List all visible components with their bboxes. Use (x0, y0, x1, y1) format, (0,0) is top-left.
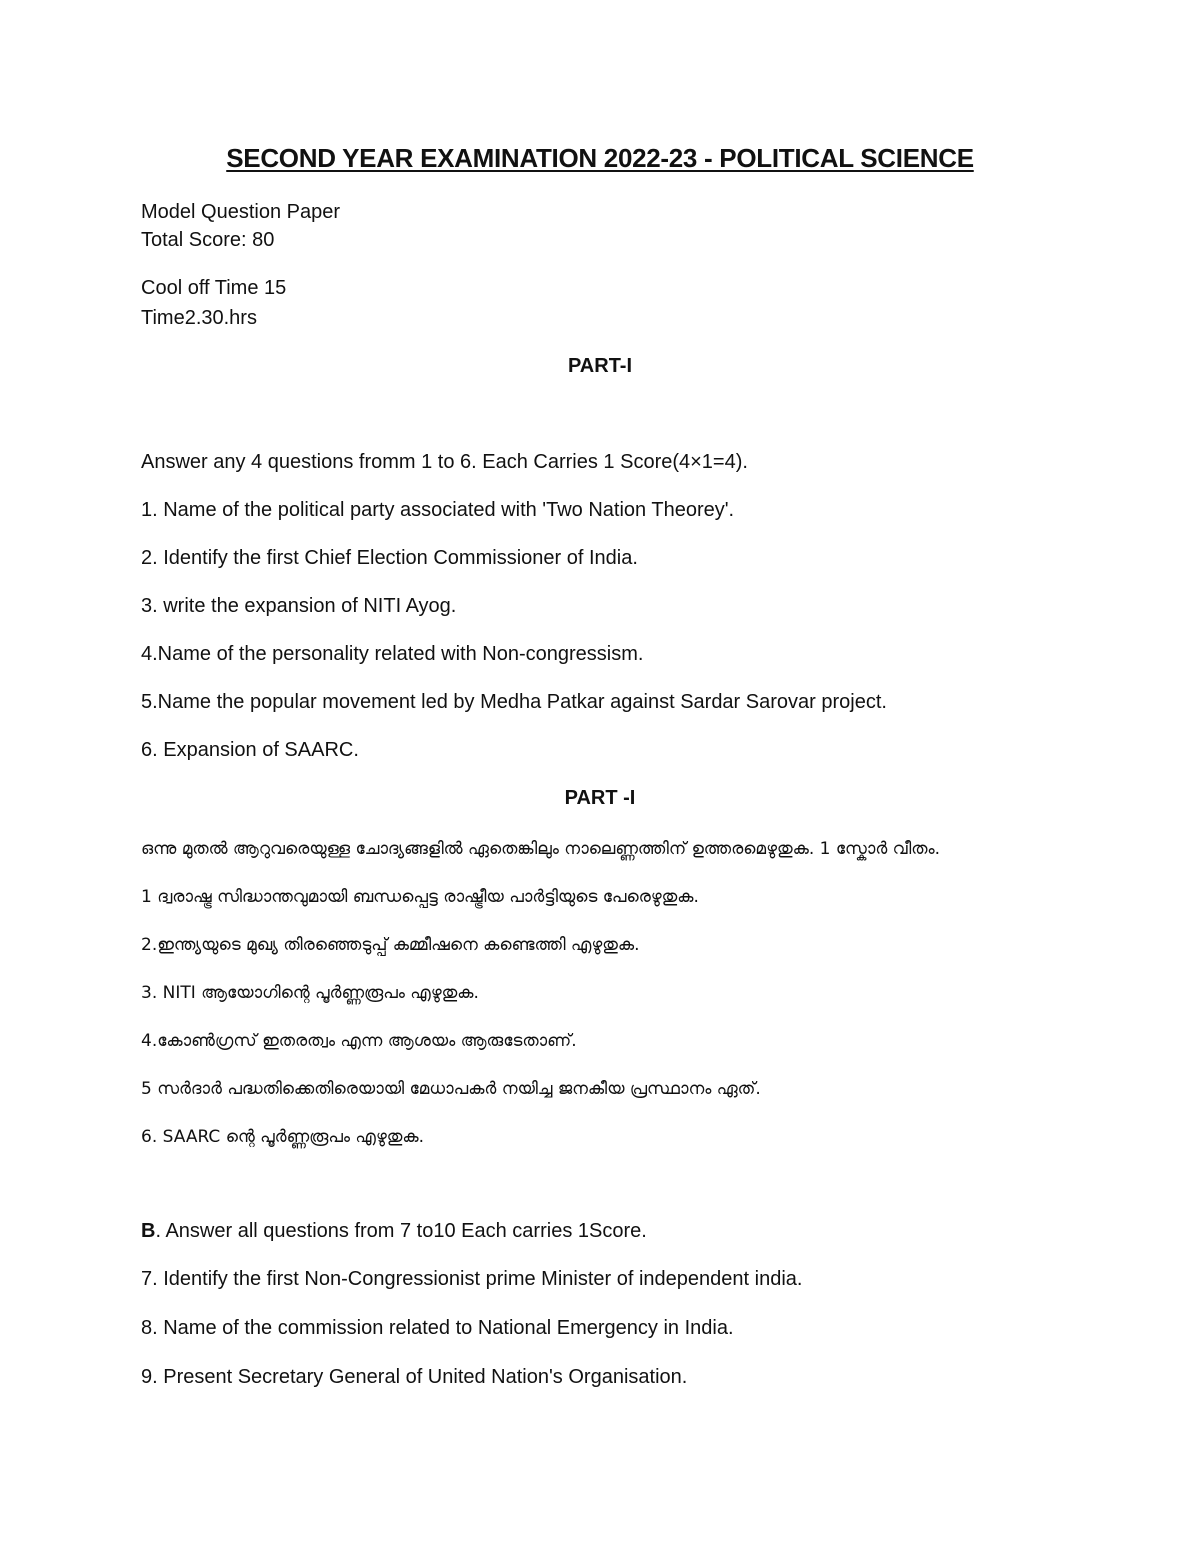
exam-time: Time2.30.hrs (141, 307, 257, 329)
question-6-en: 6. Expansion of SAARC. (141, 739, 359, 761)
part-b-instruction (141, 1218, 647, 1244)
question-1-en: 1. Name of the political party associated with 'Two Nation Theorey'. (141, 499, 735, 521)
part1-english-instruction: Answer any 4 questions fromm 1 to 6. Each Carries 1 Score(4×1=4). (141, 451, 748, 473)
cool-off-time: Cool off Time 15 (141, 277, 287, 299)
question-8: 8. Name of the commission related to National Emergency in India. (141, 1317, 734, 1339)
question-3-ml: 3. NITI ആയോഗിന്റെ പൂർണ്ണരൂപം എഴുതുക. (141, 983, 479, 1003)
page-title: SECOND YEAR EXAMINATION 2022-23 - POLITICAL SCIENCE (226, 143, 974, 173)
question-3-en: 3. write the expansion of NITI Ayog. (141, 595, 457, 617)
question-9: 9. Present Secretary General of United Nation's Organisation. (141, 1366, 688, 1388)
question-4-ml: 4.കോൺഗ്രസ് ഇതരത്വം എന്ന ആശയം ആരുടേതാണ്. (141, 1031, 577, 1051)
part1-malayalam-instruction: ഒന്നു മുതൽ ആറുവരെയുള്ള ചോദ്യങ്ങളിൽ ഏതെങ്കിലും നാലെണ്ണത്തിന് ഉത്തരമെഴുതുക. 1 സ്കോർ വീതം. (141, 839, 941, 859)
question-4-en: 4.Name of the personality related with Non-congressism. (141, 643, 644, 665)
question-1-ml: 1 ദ്വരാഷ്ട്ര സിദ്ധാന്തവുമായി ബന്ധപ്പെട്ട രാഷ്ട്രീയ പാർട്ടിയുടെ പേരെഴുതുക. (141, 887, 699, 907)
part1-english-heading: PART-I (567, 355, 633, 377)
question-7: 7. Identify the first Non-Congressionist prime Minister of independent india. (141, 1268, 803, 1290)
question-2-en: 2. Identify the first Chief Election Commissioner of India. (141, 547, 638, 569)
part-b-instruction-text: . Answer all questions from 7 to10 Each carries 1Score. (155, 1220, 647, 1242)
part-b-label: B (141, 1220, 156, 1242)
total-score: Total Score: 80 (141, 229, 275, 251)
question-6-ml: 6. SAARC ന്റെ പൂർണ്ണരൂപം എഴുതുക. (141, 1127, 424, 1147)
question-5-en: 5.Name the popular movement led by Medha Patkar against Sardar Sarovar project. (141, 691, 887, 713)
part1-malayalam-heading: PART -I (564, 787, 636, 809)
paper-type: Model Question Paper (141, 201, 341, 223)
question-2-ml: 2.ഇന്ത്യയുടെ മുഖ്യ തിരഞ്ഞെടുപ്പ് കമ്മീഷനെ കണ്ടെത്തി എഴുതുക. (141, 935, 640, 955)
question-5-ml: 5 സർദാർ പദ്ധതിക്കെതിരെയായി മേധാപകർ നയിച്ച ജനകീയ പ്രസ്ഥാനം ഏത്. (141, 1079, 761, 1099)
